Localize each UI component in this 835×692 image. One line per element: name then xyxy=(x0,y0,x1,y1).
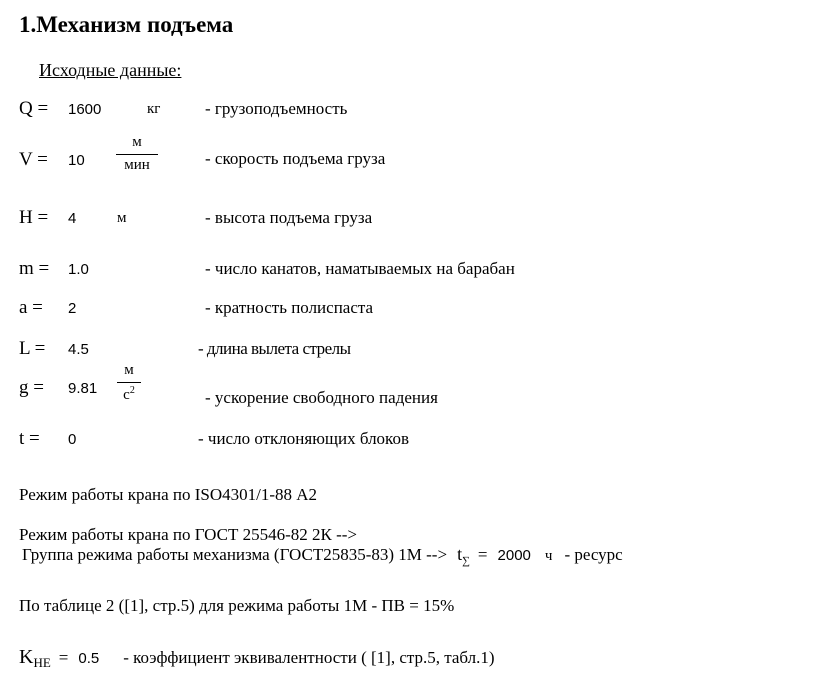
v-unit-numerator: м xyxy=(132,134,142,150)
g-unit-exponent: 2 xyxy=(129,385,135,396)
g-unit-fraction xyxy=(117,362,141,404)
v-value: 10 xyxy=(68,152,85,169)
resource-equals: = xyxy=(477,545,488,564)
l-description: - длина вылета стрелы xyxy=(198,339,351,358)
h-unit: м xyxy=(117,210,127,226)
resource-description: - ресурс xyxy=(564,545,623,564)
g-description: - ускорение свободного падения xyxy=(205,388,438,407)
iso-mode-line: Режим работы крана по ISO4301/1-88 А2 xyxy=(19,485,318,504)
h-value: 4 xyxy=(68,210,77,227)
khe-equals: = xyxy=(58,648,69,667)
m-symbol: m = xyxy=(19,258,50,279)
h-symbol: H = xyxy=(19,207,49,228)
resource-symbol: $t_\sum$ xyxy=(457,544,470,567)
g-unit-numerator: м xyxy=(124,362,134,378)
m-description: - число канатов, наматываемых на барабан xyxy=(205,259,515,278)
group-mode-text: Группа режима работы механизма (ГОСТ25835-83) 1М --> xyxy=(22,545,448,564)
a-symbol: a = xyxy=(19,297,43,318)
t-value: 0 xyxy=(68,431,77,448)
gost-mode-line: Режим работы крана по ГОСТ 25546-82 2К --> xyxy=(19,525,358,544)
l-symbol: L = xyxy=(19,338,46,359)
t-symbol: t = xyxy=(19,428,40,449)
v-symbol: V = xyxy=(19,149,48,170)
q-value: 1600 xyxy=(68,101,102,118)
resource-value: 2000 xyxy=(497,547,531,564)
m-value: 1.0 xyxy=(68,261,89,278)
a-description: - кратность полиспаста xyxy=(205,298,374,317)
section-title: 1.Механизм подъема xyxy=(19,12,234,37)
khe-description: - коэффициент эквивалентности ( [1], стр.5, табл.1) xyxy=(123,648,495,667)
duty-table-line: По таблице 2 ([1], стр.5) для режима работы 1М - ПВ = 15% xyxy=(19,596,455,615)
khe-line xyxy=(19,646,495,669)
resource-unit: ч xyxy=(544,548,553,564)
fraction-bar xyxy=(117,382,141,383)
q-description: - грузоподъемность xyxy=(205,99,348,118)
fraction-bar xyxy=(116,154,158,155)
source-data-heading: Исходные данные: xyxy=(39,60,182,80)
q-symbol: Q = xyxy=(19,98,49,119)
v-description: - скорость подъема груза xyxy=(205,149,386,168)
a-value: 2 xyxy=(68,300,77,317)
t-description: - число отклоняющих блоков xyxy=(198,429,409,448)
q-unit: кг xyxy=(147,101,161,117)
g-unit-denominator: $с^2$ xyxy=(123,385,135,403)
v-unit-fraction xyxy=(116,134,158,174)
khe-value: 0.5 xyxy=(78,650,100,667)
l-value: 4.5 xyxy=(68,341,89,358)
group-mode-line xyxy=(22,544,623,565)
h-description: - высота подъема груза xyxy=(205,208,373,227)
g-value: 9.81 xyxy=(68,380,98,397)
khe-symbol: $K_{HE}$ xyxy=(19,646,51,670)
g-symbol: g = xyxy=(19,377,44,398)
v-unit-denominator: мин xyxy=(124,157,150,173)
